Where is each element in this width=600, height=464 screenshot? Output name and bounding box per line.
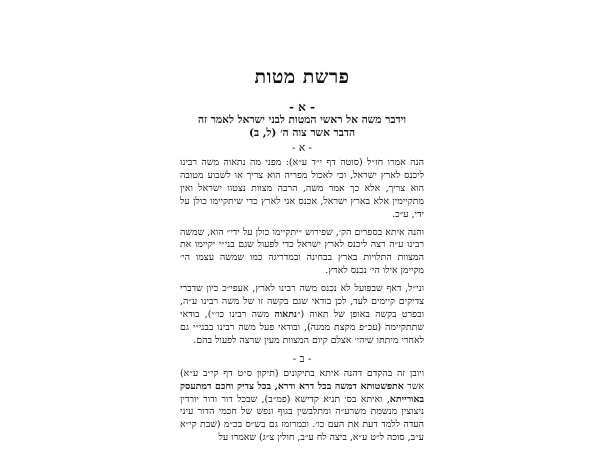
text-column bbox=[180, 58, 424, 450]
paragraph-2: והנה איתא בספרים הק׳, שפירוש ״יתקיימו כולן על ידי״ הוא, שמשה רבינו ע״ה רצה ליכנס לארץ ישראל כדי לפעול שגם בני״י יקיימו את המצוות התלויות בארץ בבחינה ובמדריגה כמו שמשה עצמו הי׳ מקיימן אילו הי׳ נכנס לארץ. bbox=[180, 226, 424, 277]
paragraph-3-text-b: משה רבינו כו׳״), בודאי שתתקיימה (עכ״פ מקצת ממנה), ובודאי פעל משה רבינו בבני״י גם לאחרי מיתתו שיהי׳ אצלם קיום המצוות מעין שרצה לפעול בהם. bbox=[180, 308, 424, 346]
section-marker-a: - א - bbox=[288, 100, 316, 114]
paragraph-1: הנה אמרו חז״ל (סוטה דף י״ד ע״א): מפני מה נתאוה משה רבינו ליכנס לארץ ישראל, וכי לאכול מפריה הוא צריך או לשבוע מטובה הוא צריך, אלא כך אמר משה, הרבה מצוות נצטוו ישראל ואין מתקיימין אלא בארץ ישראל, אכנס אני לארץ כדי שיתקיימו כולן על ידי, ע״כ. bbox=[180, 157, 424, 220]
page-title: פרשת מטות bbox=[254, 66, 350, 88]
paragraph-4-bold: אתפשטותא דמשה בכל דרא ודרא, בכל צדיק וחכם דמתעסק באורייתא bbox=[180, 380, 424, 405]
paragraph-4-text-b: , ואיתא בס׳ תניא קדישא (פמ״ב), שבכל דור ודור יורדין ניצוצין מנשמת משרע״ה ומתלבשין בגוף ונפש של חכמי הדור עיני העדה ללמד דעת את העם כו׳. וכמרומז גם בש״ס בכ״מ (שבת קי״א ע״ב, סוכה ל״ט ע״א, ביצה לח ע״ב, חולין צ״ג) שאמרו על bbox=[180, 393, 424, 444]
paragraph-3-text-a: וני״ל, דאף שבפועל לא נכנס משה רבינו לארץ, אעפי״כ כיון שדברי צדיקים קיימים לעד, לכן בודאי שגם בקשה זו של משה רבינו ע״ה, ובפרט בקשה באופן של תאוה (״ bbox=[180, 283, 424, 320]
paragraph-4-text-a: ויובן זה בהקדם דהנה איתא בתיקונים (תיקון ס״ט דף קי״ב ע״א) אשר bbox=[180, 367, 424, 392]
paragraph-3 bbox=[180, 283, 424, 348]
sub-section-marker-a: - א - bbox=[291, 142, 313, 154]
sub-section-marker-b: - ב - bbox=[292, 352, 312, 365]
paragraph-3-bold: נתאוה bbox=[274, 308, 297, 320]
verse-heading-line2: הדבר אשר צוה ה׳ (ל, ב) bbox=[248, 127, 356, 139]
paragraph-4 bbox=[180, 368, 424, 445]
verse-heading-line1: וידבר משה אל ראשי המטות לבני ישראל לאמר זה bbox=[197, 114, 407, 126]
verse-heading bbox=[180, 114, 424, 140]
